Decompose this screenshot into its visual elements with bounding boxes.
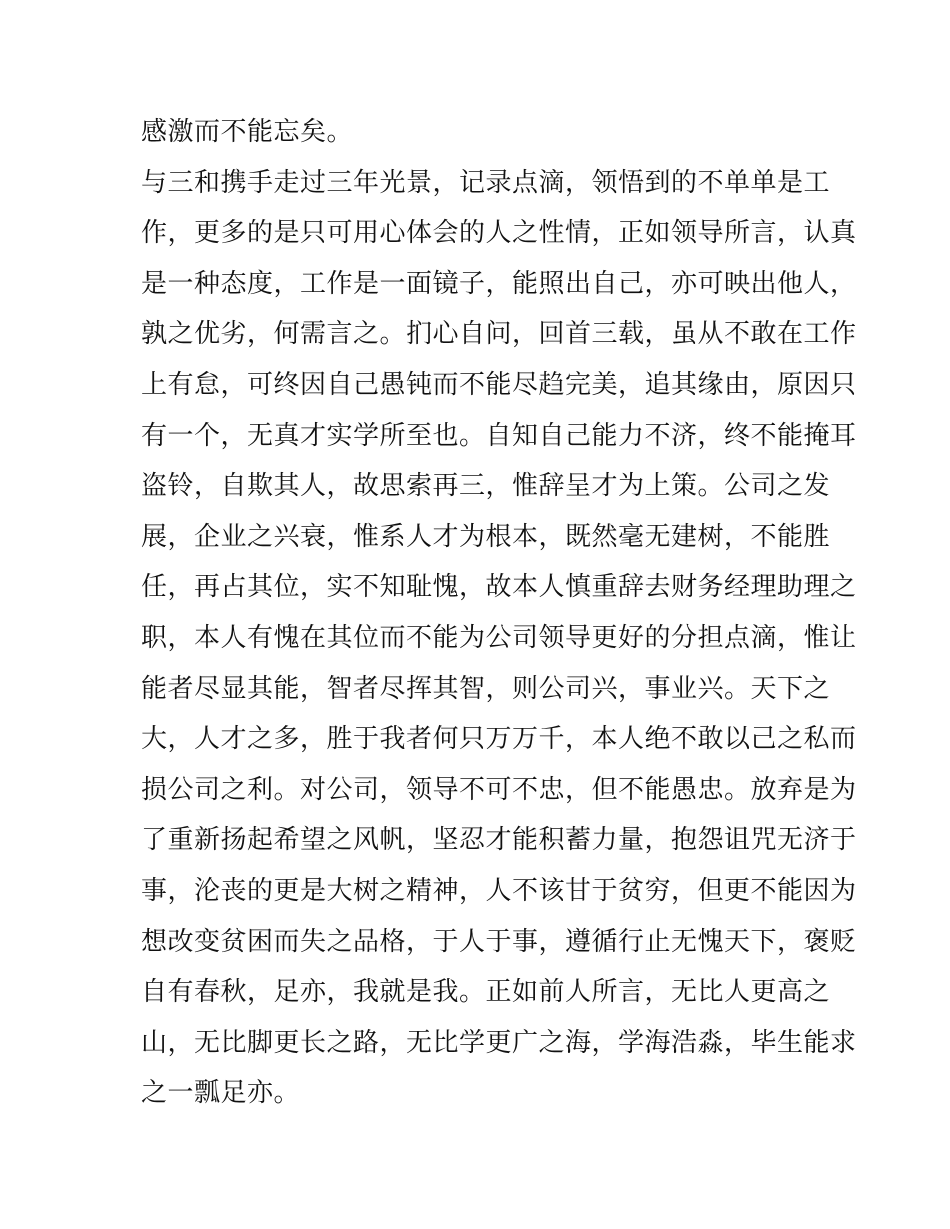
text-line-19: 山，无比脚更长之路，无比学更广之海，学海浩淼，毕生能求 xyxy=(141,1027,857,1058)
text-line-9: 展，企业之兴衰，惟系人才为根本，既然毫无建树，不能胜 xyxy=(141,521,831,552)
text-line-12: 能者尽显其能，智者尽挥其智，则公司兴，事业兴。天下之 xyxy=(141,673,831,704)
text-line-4: 是一种态度，工作是一面镜子，能照出自己，亦可映出他人， xyxy=(141,268,857,299)
text-line-6: 上有怠，可终因自己愚钝而不能尽趋完美，追其缘由，原因只 xyxy=(141,369,857,400)
text-line-18: 自有春秋，足亦，我就是我。正如前人所言，无比人更高之 xyxy=(141,977,831,1008)
text-line-10: 任，再占其位，实不知耻愧，故本人慎重辞去财务经理助理之 xyxy=(141,572,857,603)
text-line-17: 想改变贫困而失之品格，于人于事，遵循行止无愧天下，褒贬 xyxy=(141,926,857,957)
text-line-15: 了重新扬起希望之风帆，坚忍才能积蓄力量，抱怨诅咒无济于 xyxy=(141,825,857,856)
text-line-1: 感激而不能忘矣。 xyxy=(141,117,354,147)
text-line-3: 作，更多的是只可用心体会的人之性情，正如领导所言，认真 xyxy=(141,218,857,249)
text-line-20: 之一瓢足亦。 xyxy=(141,1078,301,1109)
text-line-2: 与三和携手走过三年光景，记录点滴，领悟到的不单单是工 xyxy=(141,167,831,198)
text-line-11: 职，本人有愧在其位而不能为公司领导更好的分担点滴，惟让 xyxy=(141,622,857,653)
body-text xyxy=(141,107,857,1119)
text-line-13: 大，人才之多，胜于我者何只万万千，本人绝不敢以己之私而 xyxy=(141,724,857,755)
text-line-5: 孰之优劣，何需言之。扪心自问，回首三载，虽从不敢在工作 xyxy=(141,319,857,350)
text-line-16: 事，沦丧的更是大树之精神，人不该甘于贫穷，但更不能因为 xyxy=(141,875,857,906)
text-line-7: 有一个，无真才实学所至也。自知自己能力不济，终不能掩耳 xyxy=(141,420,857,451)
text-line-8: 盗铃，自欺其人，故思索再三，惟辞呈才为上策。公司之发 xyxy=(141,471,831,502)
text-line-14: 损公司之利。对公司，领导不可不忠，但不能愚忠。放弃是为 xyxy=(141,774,857,805)
